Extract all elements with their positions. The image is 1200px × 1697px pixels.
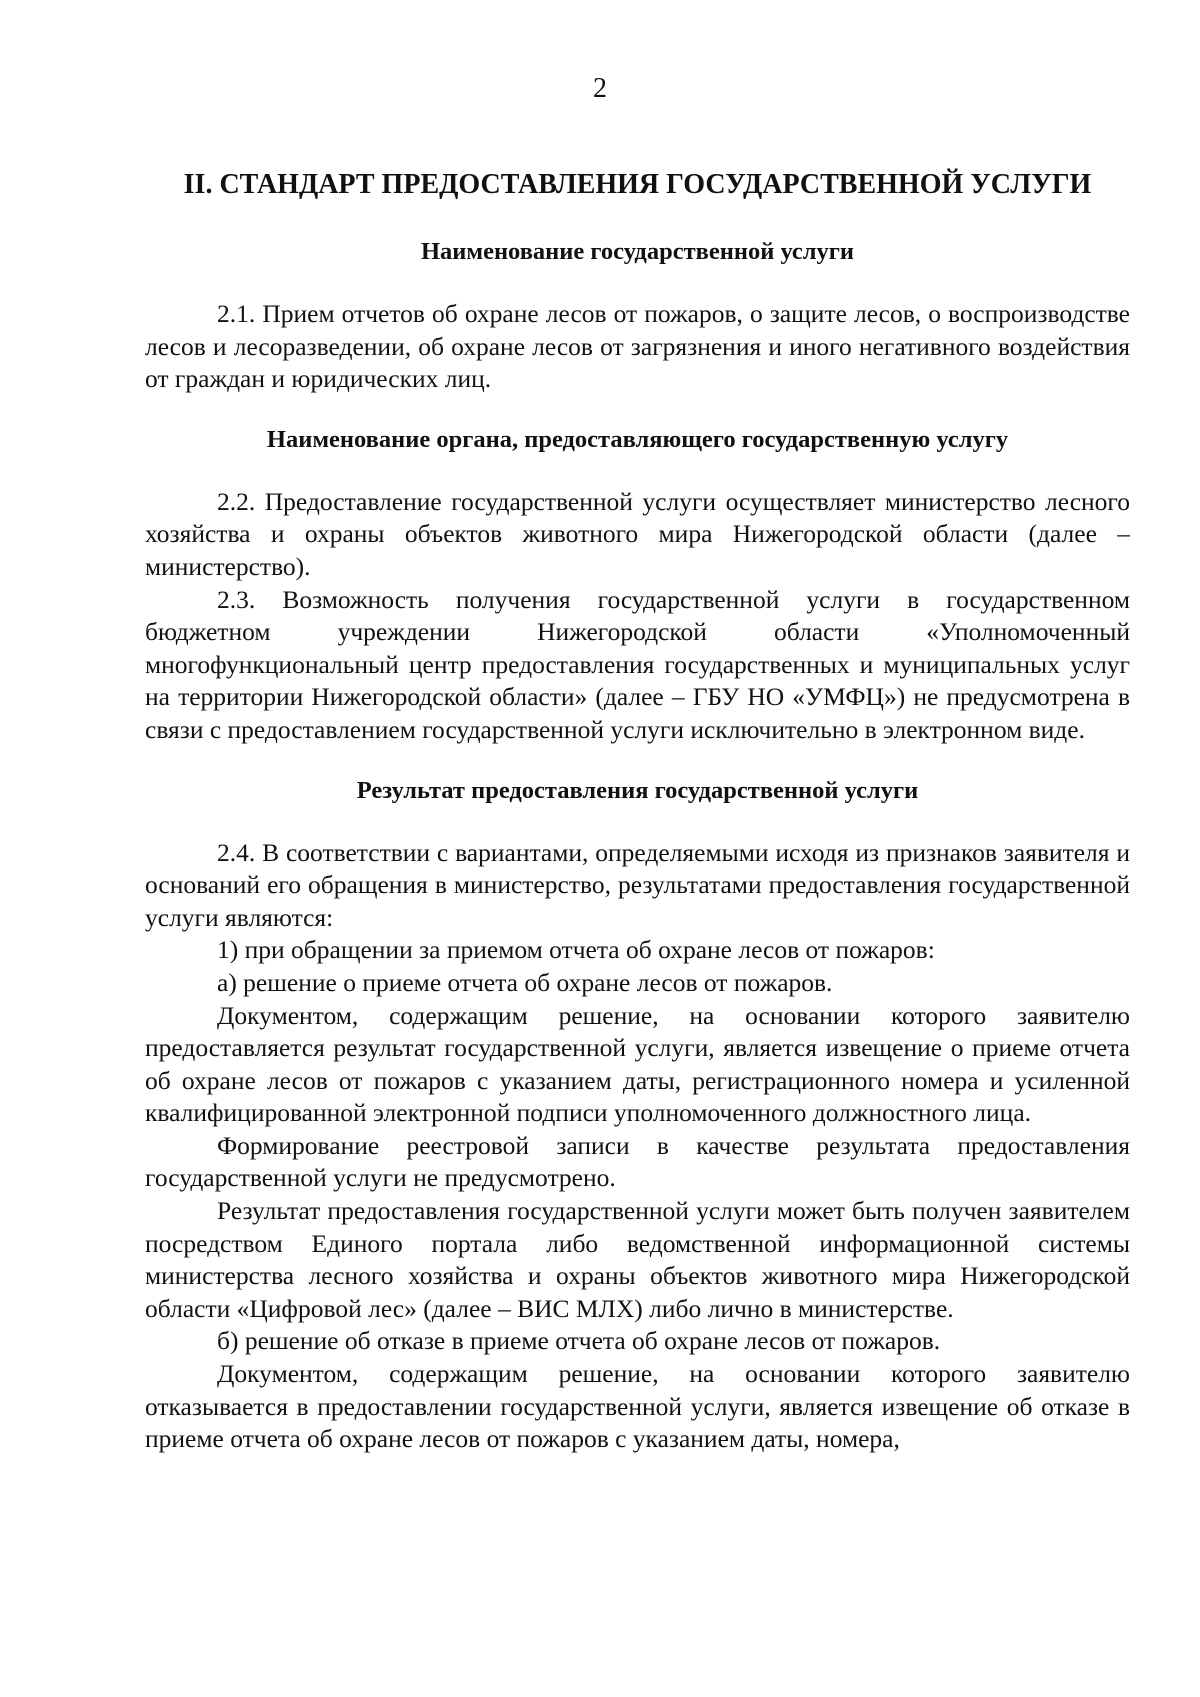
paragraph-refusal-document: Документом, содержащим решение, на основании которого заявителю отказывается в предоставлении государственной услуги, является извещение об отказе в приеме отчета об охране лесов от пожаров с указанием даты, номера, xyxy=(145,1359,1130,1454)
subheading-authority-name: Наименование органа, предоставляющего государственную услугу xyxy=(266,425,1009,453)
paragraph-decision-document: Документом, содержащим решение, на основании которого заявителю предоставляется результат государственной услуги, является извещение о приеме отчета об охране лесов от пожаров с указанием даты, регистрационного номера и усиленной квалифицированной электронной подписи уполномоченного должностного лица. xyxy=(145,1000,1130,1128)
paragraph-2-3: 2.3. Возможность получения государственной услуги в государственном бюджетном учреждении Нижегородской области «Уполномоченный многофункциональный центр предоставления государственных и муниципальных услуг на территории Нижегородской области» (далее – ГБУ НО «УМФЦ») не предусмотрена в связи с предоставлением государственной услуги исключительно в электронном виде. xyxy=(145,584,1130,744)
paragraph-2-1: 2.1. Прием отчетов об охране лесов от пожаров, о защите лесов, о воспроизводстве лесов и лесоразведении, об охране лесов от загрязнения и иного негативного воздействия от граждан и юридических лиц. xyxy=(145,299,1130,394)
subheading-service-result: Результат предоставления государственной услуги xyxy=(356,776,919,804)
paragraph-item-a: а) решение о приеме отчета об охране лесов от пожаров. xyxy=(217,967,833,997)
document-body xyxy=(145,168,1130,1456)
paragraph-item-1: 1) при обращении за приемом отчета об охране лесов от пожаров: xyxy=(217,935,935,965)
subheading-service-name: Наименование государственной услуги xyxy=(420,238,855,265)
page-number: 2 xyxy=(593,73,607,104)
paragraph-result-delivery: Результат предоставления государственной услуги может быть получен заявителем посредством Единого портала либо ведомственной информационной системы министерства лесного хозяйства и охраны объектов животного мира Нижегородской области «Цифровой лес» (далее – ВИС МЛХ) либо лично в министерстве. xyxy=(145,1196,1130,1323)
paragraph-registry-record: Формирование реестровой записи в качестве результата предоставления государственной услуги не предусмотрено. xyxy=(145,1130,1130,1193)
section-title: II. СТАНДАРТ ПРЕДОСТАВЛЕНИЯ ГОСУДАРСТВЕННОЙ УСЛУГИ xyxy=(183,169,1092,200)
paragraph-item-b: б) решение об отказе в приеме отчета об охране лесов от пожаров. xyxy=(217,1326,941,1356)
paragraph-2-2: 2.2. Предоставление государственной услуги осуществляет министерство лесного хозяйства и охраны объектов животного мира Нижегородской области (далее – министерство). xyxy=(145,486,1130,581)
paragraph-2-4: 2.4. В соответствии с вариантами, определяемыми исходя из признаков заявителя и оснований его обращения в министерство, результатами предоставления государственной услуги являются: xyxy=(145,837,1130,932)
